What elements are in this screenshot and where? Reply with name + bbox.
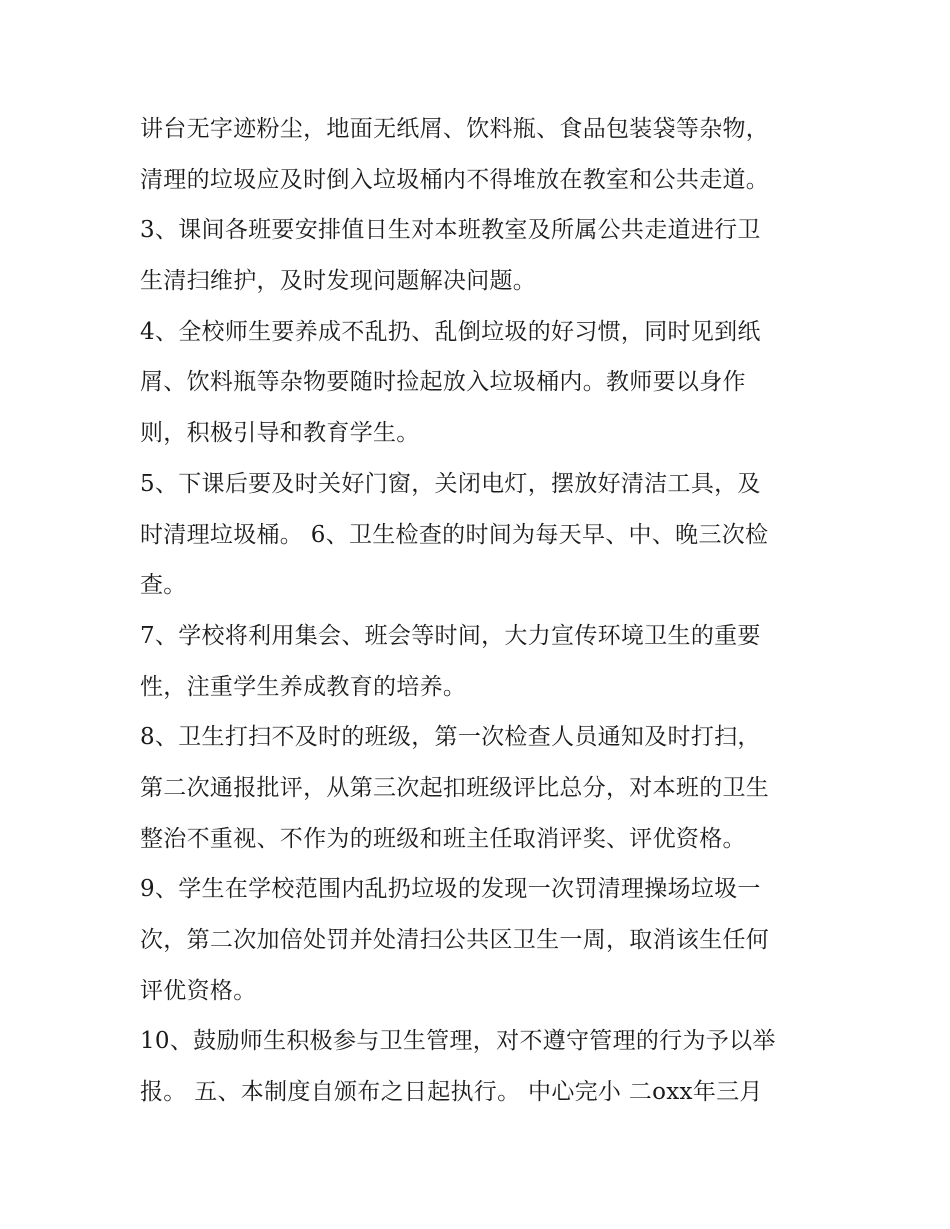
text-line: 4、全校师生要养成不乱扔、乱倒垃圾的好习惯，同时见到纸 (140, 318, 761, 345)
text-line: 报。 五、本制度自颁布之日起执行。 中心完小 二oxx年三月 (140, 1079, 763, 1106)
document-body (140, 104, 830, 1118)
text-line: 3、课间各班要安排值日生对本班教室及所属公共走道进行卫 (140, 217, 761, 244)
text-line: 第二次通报批评，从第三次起扣班级评比总分，对本班的卫生 (140, 774, 770, 801)
text-line: 则，积极引导和教育学生。 (140, 420, 420, 447)
text-line: 时清理垃圾桶。 6、卫生检查的时间为每天早、中、晚三次检 (140, 521, 769, 548)
text-line: 9、学生在学校范围内乱扔垃圾的发现一次罚清理操场垃圾一 (140, 876, 761, 903)
text-line: 性，注重学生养成教育的培养。 (140, 673, 467, 700)
text-line: 8、卫生打扫不及时的班级，第一次检查人员通知及时打扫， (140, 724, 761, 751)
text-line: 生清扫维护，及时发现问题解决问题。 (140, 268, 537, 295)
text-line: 次，第二次加倍处罚并处清扫公共区卫生一周，取消该生任何 (140, 927, 770, 953)
text-line: 查。 (140, 572, 187, 599)
text-line: 屑、饮料瓶等杂物要随时捡起放入垃圾桶内。教师要以身作 (140, 369, 746, 396)
text-line: 5、下课后要及时关好门窗，关闭电灯，摆放好清洁工具，及 (140, 470, 761, 497)
text-line: 10、鼓励师生积极参与卫生管理，对不遵守管理的行为予以举 (140, 1028, 776, 1055)
text-line: 清理的垃圾应及时倒入垃圾桶内不得堆放在教室和公共走道。 (140, 166, 770, 193)
text-line: 评优资格。 (140, 977, 257, 1004)
text-line: 讲台无字迹粉尘，地面无纸屑、饮料瓶、食品包装袋等杂物， (140, 116, 770, 142)
text-line: 整治不重视、不作为的班级和班主任取消评奖、评优资格。 (140, 825, 746, 852)
text-line: 7、学校将利用集会、班会等时间，大力宣传环境卫生的重要 (140, 622, 761, 649)
